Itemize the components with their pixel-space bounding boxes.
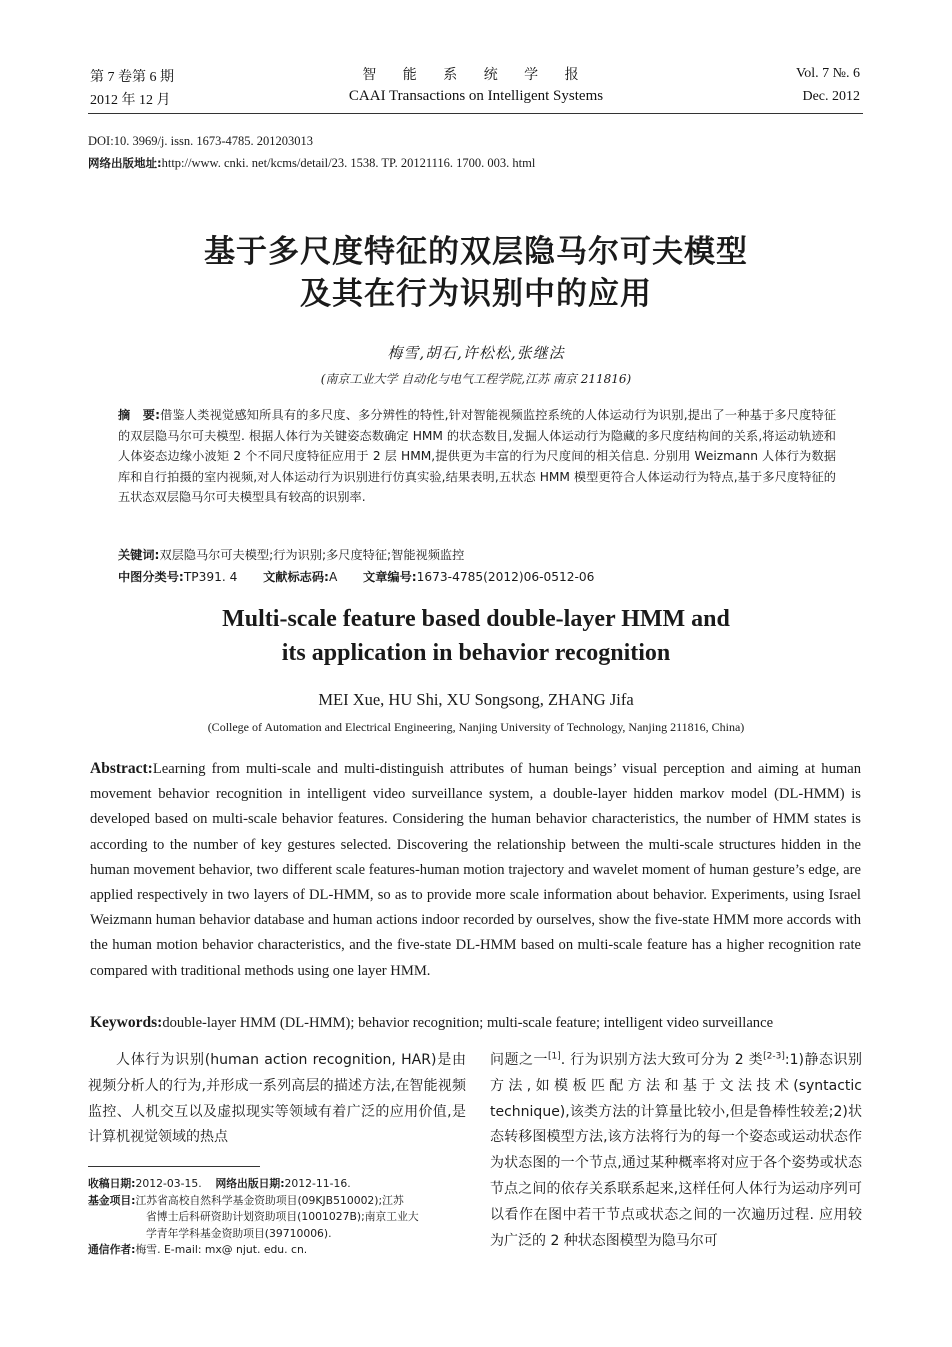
online-address [88, 155, 535, 171]
affiliation-cn: (南京工业大学 自动化与电气工程学院,江苏 南京 211816) [320, 372, 632, 386]
doi: DOI:10. 3969/j. issn. 1673-4785. 201203013 [88, 134, 313, 148]
fund-line3: 学青年学科基金资助项目(39710006). [146, 1226, 332, 1240]
abstract-en-label: Abstract: [90, 760, 153, 777]
fund-line1: 江苏省高校自然科学基金资助项目(09KJB510002);江苏 [135, 1193, 404, 1207]
title-cn-line2: 及其在行为识别中的应用 [300, 276, 652, 312]
keywords-cn [118, 546, 836, 563]
header-issue-cn: 第 7 卷第 6 期 [90, 70, 174, 85]
header-journal-en: CAAI Transactions on Intelligent Systems [348, 88, 604, 104]
affiliation-en: (College of Automation and Electrical Engineering, Nanjing University of Technology, Nanjing 211816, China) [207, 720, 745, 734]
abstract-cn-label: 摘 要: [118, 408, 160, 422]
header-date-en: Dec. 2012 [802, 89, 860, 104]
footnote [88, 1176, 466, 1259]
body-right-text-b: . 行为识别方法大致可分为 2 类 [560, 1052, 764, 1068]
article-no-label: 文章编号: [363, 570, 417, 584]
classification-cn [118, 568, 836, 585]
corr-label: 通信作者: [88, 1243, 136, 1256]
clc-label: 中图分类号: [118, 570, 184, 584]
online-address-url: http://www. cnki. net/kcms/detail/23. 1538. TP. 20121116. 1700. 003. html [161, 156, 536, 170]
online-address-label: 网络出版地址: [88, 156, 162, 170]
footnote-rule [88, 1166, 260, 1167]
online-date-label: 网络出版日期: [215, 1177, 285, 1190]
footnote-fund [88, 1193, 466, 1210]
header-volume: Vol. 7 №. 6 [795, 66, 860, 81]
keywords-cn-text: 双层隐马尔可夫模型;行为识别;多尺度特征;智能视频监控 [159, 548, 465, 562]
authors-en: MEI Xue, HU Shi, XU Songsong, ZHANG Jifa [318, 690, 634, 709]
body-right-column [490, 1048, 862, 1254]
abstract-en [90, 756, 861, 984]
abstract-en-text: Learning from multi-scale and multi-distinguish attributes of human beings’ visual perception and aiming at human movement behavior recognition in intelligent video surveillance system, a double-layer hidden markov model (DL-HMM) is developed based on multi-scale behavior features. Considering the human behavior characteristics, the number of HMM states is according to the number of key gestures selected. Discovering the relationship between the multi-scale structures hidden in the human movement behavior, two different scale features-human motion trajectory and wavelet moment of human gesture’s edge, are applied respectively in two layers of DL-HMM, so as to provide more scale information about behavior. Experiments, using Israel Weizmann human behavior database and human actions indoor recorded by ourselves, show the five-state HMM more accords with the human motion behavior characteristics, and the five-state DL-HMM based on multi-scale feature has a higher recognition rate compared with traditional methods using one layer HMM. [90, 761, 861, 979]
citation-2-3: [2-3] [763, 1051, 785, 1062]
keywords-en-text: double-layer HMM (DL-HMM); behavior recognition; multi-scale feature; intelligent video surveillance [162, 1015, 774, 1031]
keywords-cn-label: 关键词: [118, 548, 160, 562]
body-right-text-a: 问题之一 [490, 1052, 549, 1068]
footnote-dates [88, 1176, 466, 1193]
corr-text: 梅雪. E-mail: mx@ njut. edu. cn. [135, 1243, 308, 1256]
body-left-column: 人体行为识别(human action recognition, HAR)是由视频分析人的行为,并形成一系列高层的描述方法,在智能视频监控、人机交互以及虚拟现实等领域有着广泛的应用价值,是计算机视觉领域的热点 [88, 1052, 466, 1146]
keywords-en-label: Keywords: [90, 1014, 163, 1031]
doc-code-value: A [328, 570, 338, 584]
title-cn-line1: 基于多尺度特征的双层隐马尔可夫模型 [204, 234, 748, 270]
header-rule [88, 113, 863, 114]
title-en-line2: its application in behavior recognition [281, 640, 671, 666]
online-date: 2012-11-16. [284, 1177, 351, 1190]
abstract-cn-text: 借鉴人类视觉感知所具有的多尺度、多分辨性的特性,针对智能视频监控系统的人体运动行为识别,提出了一种基于多尺度特征的双层隐马尔可夫模型. 根据人体行为关键姿态数确定 HMM 的状态数目,发掘人体运动行为隐藏的多尺度结构间的关系,将运动轨迹和人体姿态边缘小波矩 2 个不同尺度特征应用于 2 层 HMM,提供更为丰富的行为尺度间的相关信息. 分别用 Weizmann 人体行为数据库和自行拍摄的室内视频,对人体运动行为识别进行仿真实验,结果表明,五状态 HMM 模型更符合人体运动行为特点,基于多尺度特征的五状态双层隐马尔可夫模型具有较高的识别率. [118, 408, 837, 505]
keywords-en [90, 1010, 861, 1036]
received-label: 收稿日期: [88, 1177, 136, 1190]
body-right-text-c: :1)静态识别方法,如模板匹配方法和基于文法技术(syntactic technique),该类方法的计算量比较小,但是鲁棒性较差;2)状态转移图模型方法,该方法将行为的每一个姿态或运动状态作为状态图的一个节点,通过某种概率将对应于各个姿势或状态节点之间的依存关系联系起来,这样任何人体行为运动序列可以看作在图中若干节点或状态之间的一次遍历过程. 应用较为广泛的 2 种状态图模型为隐马尔可 [490, 1052, 862, 1249]
clc-value: TP391. 4 [183, 570, 238, 584]
fund-line2: 省博士后科研资助计划资助项目(1001027B);南京工业大 [146, 1210, 419, 1223]
received-date: 2012-03-15. [135, 1177, 202, 1190]
article-no-value: 1673-4785(2012)06-0512-06 [416, 570, 595, 584]
title-en-line1: Multi-scale feature based double-layer HMM and [222, 606, 730, 632]
header-date-cn: 2012 年 12 月 [90, 93, 171, 108]
doc-code-label: 文献标志码: [263, 570, 329, 584]
authors-cn: 梅雪,胡石,许松松,张继法 [387, 344, 565, 362]
footnote-correspondence [88, 1242, 466, 1259]
fund-label: 基金项目: [88, 1193, 136, 1207]
header-journal-cn: 智 能 系 统 学 报 [362, 67, 590, 83]
citation-1: [1] [548, 1051, 561, 1062]
abstract-cn [118, 405, 836, 508]
